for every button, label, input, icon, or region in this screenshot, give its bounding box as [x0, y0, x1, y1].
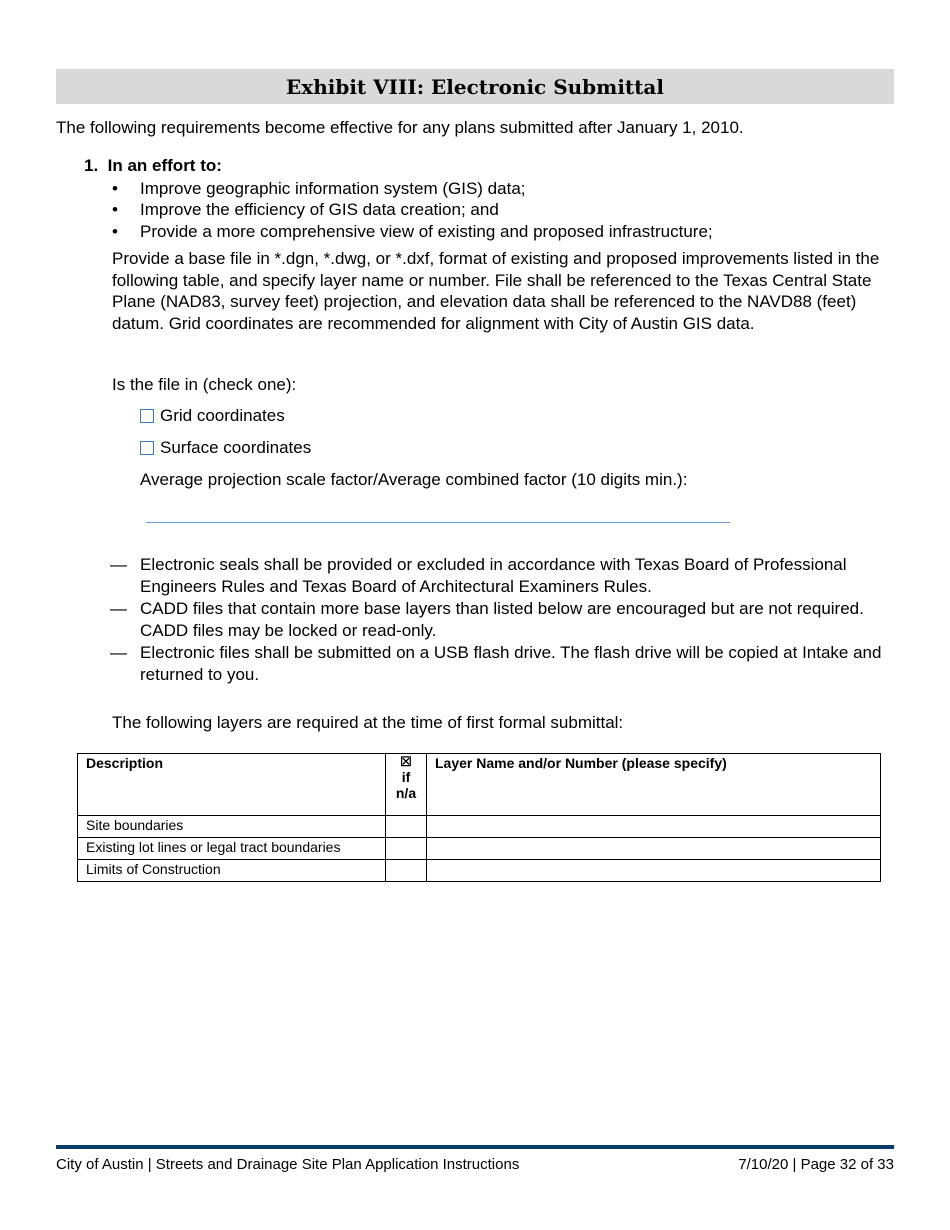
grid-coordinates-checkbox[interactable] [140, 409, 154, 423]
layers-table [77, 753, 881, 882]
list-item [110, 598, 900, 641]
section-heading-text: In an effort to: [107, 156, 222, 175]
dash-icon: — [110, 555, 127, 574]
requirement-text: Electronic seals shall be provided or excluded in accordance with Texas Board of Professional Engineers Rules and Texas Board of Architectural Examiners Rules. [140, 555, 847, 596]
page-title: Exhibit VIII: Electronic Submittal [286, 74, 664, 99]
row-description: Limits of Construction [78, 860, 386, 882]
footer-divider [56, 1145, 894, 1149]
scale-factor-label: Average projection scale factor/Average combined factor (10 digits min.): [140, 470, 688, 489]
title-bar [56, 69, 894, 104]
coordinate-question: Is the file in (check one): [112, 375, 297, 394]
list-item [110, 554, 900, 597]
bullet-list [84, 178, 904, 243]
dash-icon: — [110, 599, 127, 618]
row-layer-cell[interactable] [427, 838, 881, 860]
bullet-text: Provide a more comprehensive view of existing and proposed infrastructure; [140, 221, 713, 241]
section-number: 1. [84, 156, 99, 175]
list-item [84, 199, 904, 221]
na-header-text: if n/a [395, 769, 417, 801]
bullet-icon: • [112, 178, 118, 198]
row-description: Existing lot lines or legal tract boundaries [78, 838, 386, 860]
grid-coordinates-option[interactable] [140, 406, 285, 426]
na-header [386, 754, 427, 816]
requirements-list [110, 554, 900, 686]
requirement-text: CADD files that contain more base layers than listed below are encouraged but are not required. CADD files may be locked or read-only. [140, 599, 864, 640]
surface-coordinates-option[interactable] [140, 438, 311, 458]
surface-coordinates-label: Surface coordinates [160, 438, 312, 457]
row-description: Site boundaries [78, 816, 386, 838]
section-heading [84, 155, 904, 177]
row-na-cell[interactable] [386, 838, 427, 860]
bullet-text: Improve geographic information system (GIS) data; [140, 178, 526, 198]
list-item [84, 178, 904, 200]
layer-name-header: Layer Name and/or Number (please specify) [427, 754, 881, 816]
checkbox-checked-icon: ☒ [400, 754, 412, 769]
layers-intro-text: The following layers are required at the time of first formal submittal: [112, 713, 624, 732]
section-1 [84, 155, 904, 242]
table-header-row [78, 754, 881, 816]
row-layer-cell[interactable] [427, 816, 881, 838]
table-row [78, 860, 881, 882]
dash-icon: — [110, 643, 127, 662]
row-na-cell[interactable] [386, 860, 427, 882]
grid-coordinates-label: Grid coordinates [160, 406, 285, 425]
table-row [78, 838, 881, 860]
surface-coordinates-checkbox[interactable] [140, 441, 154, 455]
list-item [110, 642, 900, 685]
row-layer-cell[interactable] [427, 860, 881, 882]
bullet-text: Improve the efficiency of GIS data creation; and [140, 200, 499, 219]
bullet-icon: • [112, 200, 118, 219]
table-row [78, 816, 881, 838]
requirement-text: Electronic files shall be submitted on a USB flash drive. The flash drive will be copied at Intake and returned to you. [140, 643, 882, 684]
bullet-icon: • [112, 221, 118, 241]
base-file-paragraph: Provide a base file in *.dgn, *.dwg, or *.dxf, format of existing and proposed improvements listed in the following table, and specify layer name or number. File shall be referenced to the Texas Central State Plane (NAD83, survey feet) projection, and elevation data shall be referenced to the NAVD88 (feet) datum. Grid coordinates are recommended for alignment with City of Austin GIS data. [112, 249, 880, 333]
list-item [84, 221, 904, 243]
footer-page-number: 7/10/20 | Page 32 of 33 [738, 1156, 894, 1173]
description-header: Description [78, 754, 386, 816]
row-na-cell[interactable] [386, 816, 427, 838]
intro-text: The following requirements become effective for any plans submitted after January 1, 2010. [56, 118, 744, 137]
scale-factor-field[interactable] [146, 500, 730, 523]
footer-document-title: City of Austin | Streets and Drainage Site Plan Application Instructions [56, 1156, 520, 1173]
